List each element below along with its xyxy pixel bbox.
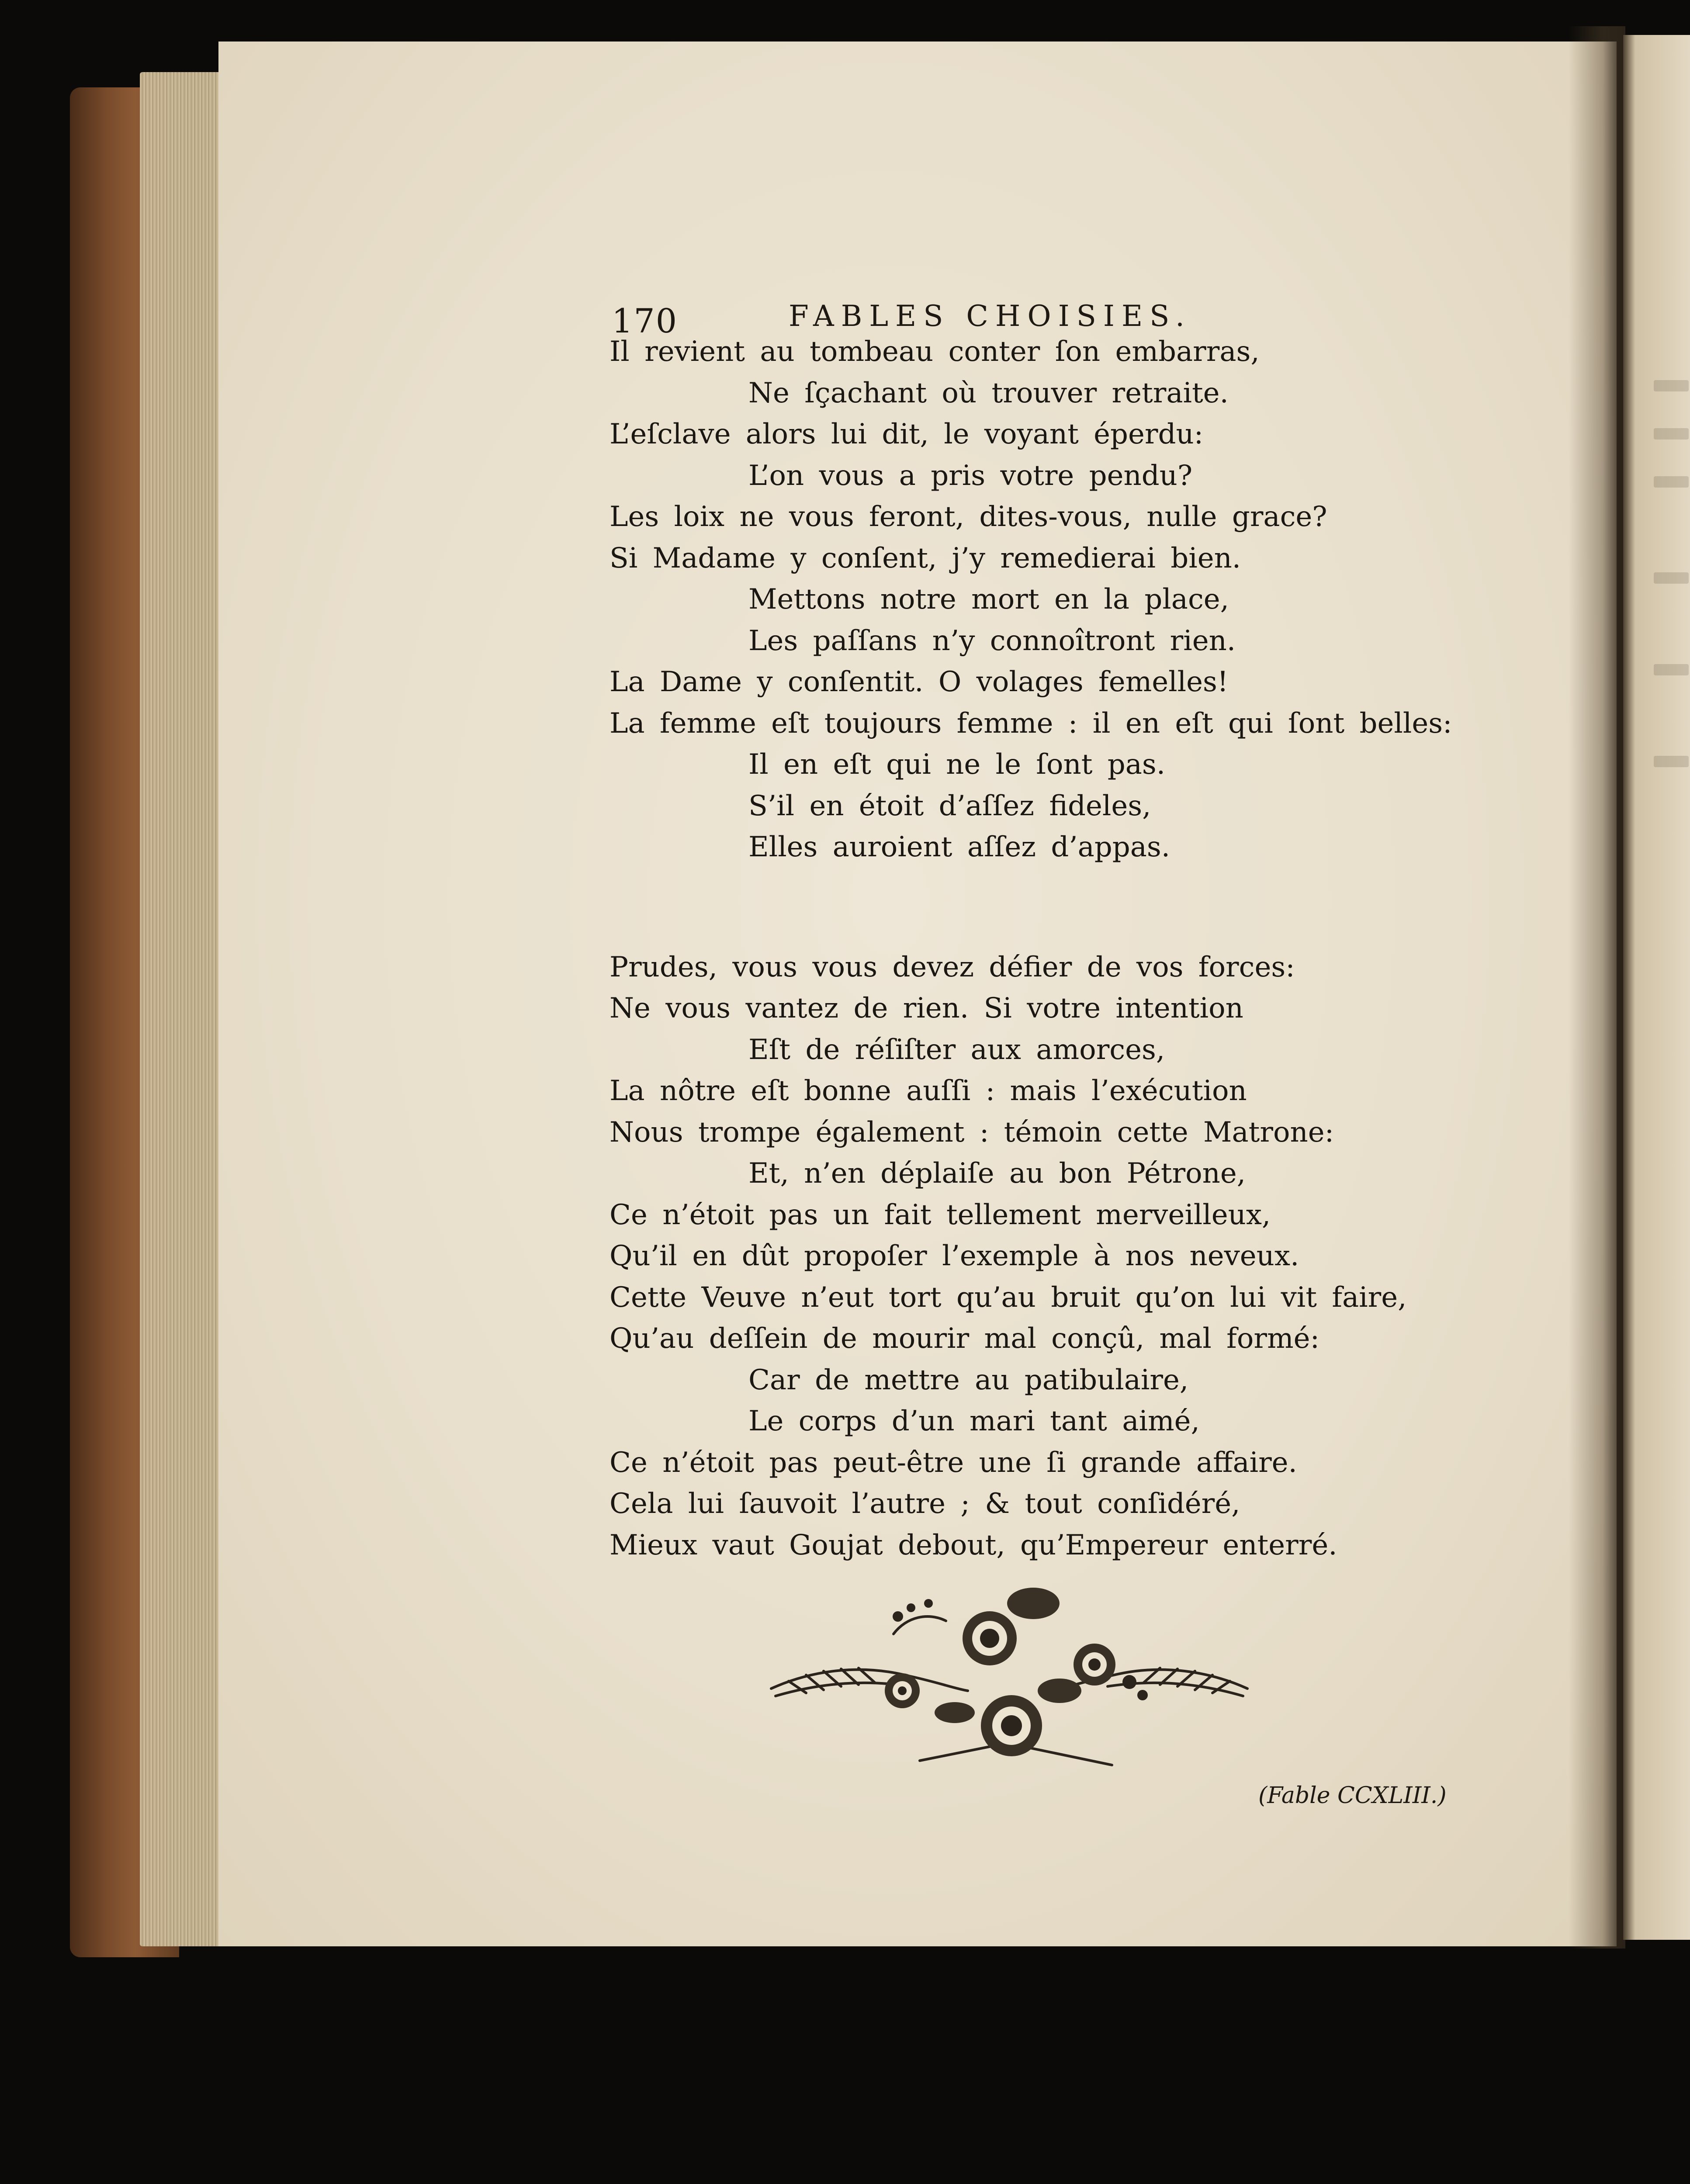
facing-page-ghost-text: [1654, 428, 1689, 440]
poem-line: S’il en étoit d’aſſez fideles,: [748, 789, 1151, 822]
poem-line: Eſt de réſiſter aux amorces,: [748, 1033, 1165, 1066]
poem-line: Si Madame y conſent, j’y remedierai bien.: [610, 542, 1241, 575]
poem-line: La nôtre eſt bonne auſſi : mais l’exécution: [610, 1075, 1247, 1107]
page-number: 170: [612, 301, 678, 340]
poem-line: Car de mettre au patibulaire,: [748, 1364, 1189, 1396]
poem-line: Ne ſçachant où trouver retraite.: [748, 377, 1229, 409]
poem-line: Cette Veuve n’eut tort qu’au bruit qu’on lui vit faire,: [610, 1281, 1407, 1314]
poem-line: Prudes, vous vous devez défier de vos forces:: [610, 951, 1295, 983]
poem-line: La Dame y conſentit. O volages femelles!: [610, 666, 1229, 698]
book-gutter: [1569, 26, 1625, 1949]
stanza-2: [610, 947, 1461, 1566]
poem-line: Cela lui ſauvoit l’autre ; & tout conſidéré,: [610, 1488, 1240, 1520]
poem-line: L’eſclave alors lui dit, le voyant éperdu:: [610, 418, 1204, 450]
poem-line: Ce n’étoit pas peut-être une ſi grande affaire.: [610, 1446, 1297, 1479]
facing-page-ghost-text: [1654, 756, 1689, 767]
poem-line: Et, n’en déplaiſe au bon Pétrone,: [748, 1157, 1246, 1190]
facing-page-ghost-text: [1654, 664, 1689, 675]
poem-line: Le corps d’un mari tant aimé,: [748, 1405, 1200, 1437]
poem-line: Qu’il en dût propoſer l’exemple à nos neveux.: [610, 1240, 1299, 1272]
stanza-1: [610, 331, 1461, 868]
poem-line: Mettons notre mort en la place,: [748, 583, 1229, 616]
facing-page-ghost-text: [1654, 476, 1689, 488]
facing-page-ghost-text: [1654, 572, 1689, 584]
poem-line: Les paſſans n’y connoîtront rien.: [748, 624, 1236, 657]
running-title: FABLES CHOISIES.: [789, 299, 1191, 333]
catchword: (Fable CCXLIII.): [1258, 1783, 1447, 1809]
poem-line: Il revient au tombeau conter ſon embarras,: [610, 336, 1260, 368]
poem-line: Mieux vaut Goujat debout, qu’Empereur enterré.: [610, 1529, 1337, 1561]
poem-text: [610, 331, 1461, 1566]
facing-page-ghost-text: [1654, 380, 1689, 391]
poem-line: Il en eſt qui ne le ſont pas.: [748, 748, 1166, 781]
poem-line: Nous trompe également : témoin cette Matrone:: [610, 1116, 1334, 1149]
poem-line: L’on vous a pris votre pendu?: [748, 459, 1193, 492]
poem-line: Qu’au deſſein de mourir mal conçû, mal formé:: [610, 1322, 1320, 1355]
poem-line: Ne vous vantez de rien. Si votre intention: [610, 992, 1243, 1025]
facing-page-edge: [1623, 35, 1690, 1940]
floral-vignette-icon: [762, 1582, 1256, 1778]
stanza-gap: [610, 868, 1461, 947]
poem-line: Elles auroient aſſez d’appas.: [748, 831, 1171, 863]
poem-line: Les loix ne vous feront, dites-vous, nulle grace?: [610, 501, 1327, 533]
poem-line: Ce n’étoit pas un fait tellement merveilleux,: [610, 1198, 1271, 1231]
poem-line: La femme eſt toujours femme : il en eſt qui ſont belles:: [610, 707, 1452, 740]
page-edges: [140, 72, 223, 1946]
